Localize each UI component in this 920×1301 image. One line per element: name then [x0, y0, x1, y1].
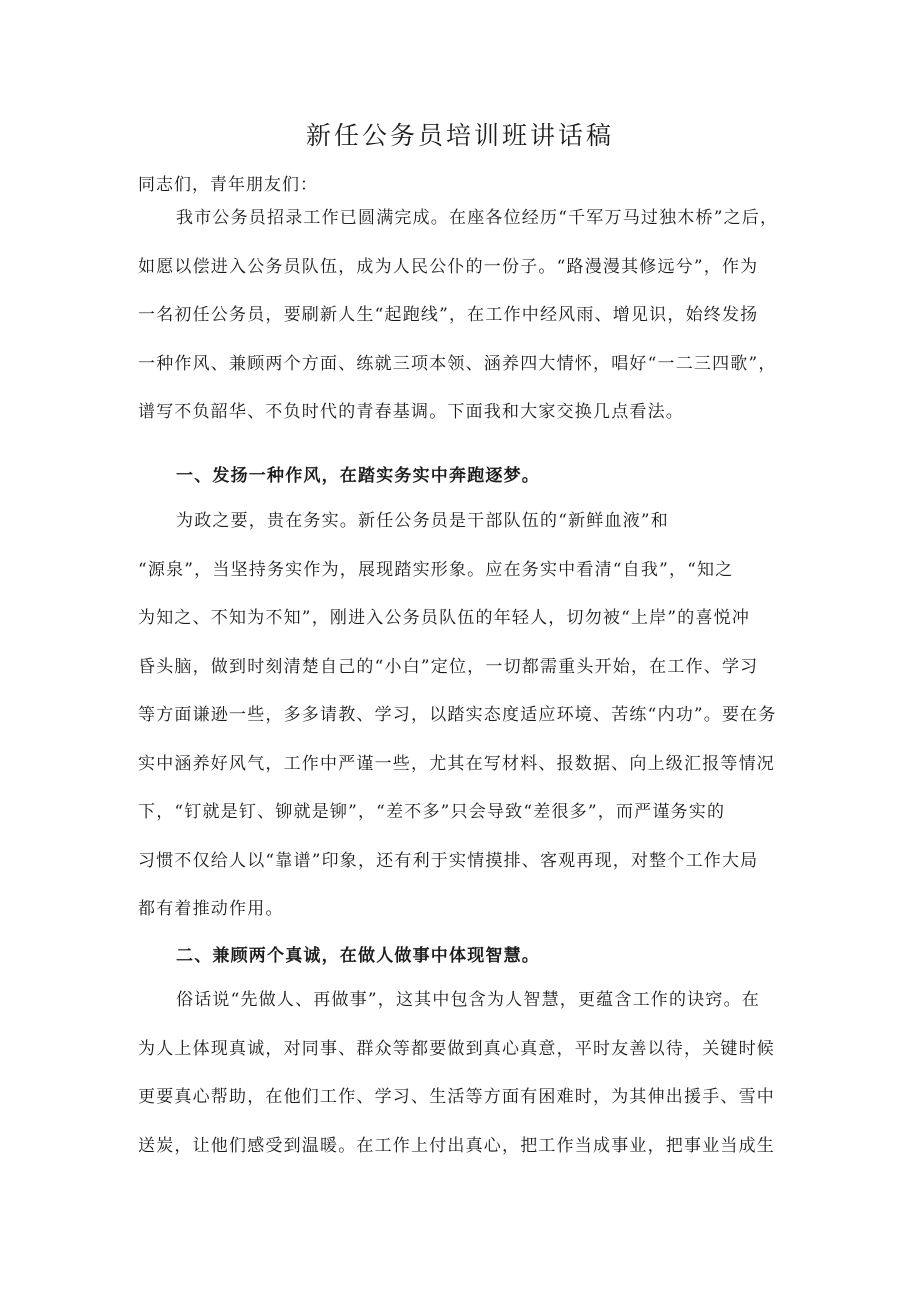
- section1-line-1: 为政之要，贵在务实。新任公务员是干部队伍的“新鲜血液”和: [176, 511, 669, 531]
- intro-line-1: 我市公务员招录工作已圆满完成。在座各位经历“千军万马过独木桥”之后，: [176, 208, 779, 228]
- intro-line-4: 一种作风、兼顾两个方面、练就三项本领、涵养四大情怀，唱好“一二三四歌”，: [138, 353, 777, 374]
- section2-line-4: 送炭，让他们感受到温暖。在工作上付出真心，把工作当成事业，把事业当成生: [138, 1135, 775, 1156]
- intro-paragraph: [138, 194, 798, 437]
- section2-line-3: 更要真心帮助，在他们工作、学习、生活等方面有困难时，为其伸出援手、雪中: [138, 1087, 775, 1107]
- intro-line-5: 谱写不负韶华、不负时代的青春基调。下面我和大家交换几点看法。: [138, 402, 684, 422]
- section1-line-8: 习惯不仅给人以“靠谱”印象，还有利于实情摸排、客观再现，对整个工作大局: [138, 850, 759, 871]
- section1-paragraph: [138, 497, 798, 934]
- intro-line-2: 如愿以偿进入公务员队伍，成为人民公仆的一份子。“路漫漫其修远兮”，作为: [138, 256, 759, 277]
- section1-line-5: 等方面谦逊一些，多多请教、学习，以踏实态度适应环境、苦练“内功”。要在务: [138, 705, 777, 725]
- section1-line-9: 都有着推动作用。: [138, 899, 284, 919]
- section1-line-2: “源泉”，当坚持务实作为，展现踏实形象。应在务实中看清“自我”，“知之: [138, 559, 734, 580]
- section2-line-1: 俗话说“先做人、再做事”，这其中包含为人智慧，更蕴含工作的诀窍。在: [176, 990, 760, 1010]
- salutation: 同志们，青年朋友们：: [138, 175, 318, 195]
- section1-line-7: 下，“钉就是钉、铆就是铆”，“差不多”只会导致“差很多”，而严谨务实的: [138, 802, 726, 822]
- section2-paragraph: [138, 976, 798, 1170]
- section2-line-2: 为人上体现真诚，对同事、群众等都要做到真心真意，平时友善以待，关键时候: [138, 1038, 775, 1059]
- section1-line-6: 实中涵养好风气，工作中严谨一些，尤其在写材料、报数据、向上级汇报等情况: [138, 753, 775, 774]
- intro-line-3: 一名初任公务员，要刷新人生“起跑线”，在工作中经风雨、增见识，始终发扬: [138, 305, 759, 325]
- section1-line-4: 昏头脑，做到时刻清楚自己的“小白”定位，一切都需重头开始，在工作、学习: [138, 656, 759, 677]
- document-title: 新任公务员培训班讲话稿: [305, 121, 614, 150]
- section-heading-2: 二、兼顾两个真诚，在做人做事中体现智慧。: [176, 946, 540, 966]
- section1-line-3: 为知之、不知为不知”，刚进入公务员队伍的年轻人，切勿被“上岸”的喜悦冲: [138, 608, 751, 628]
- section-heading-1: 一、发扬一种作风，在踏实务实中奔跑逐梦。: [176, 466, 540, 486]
